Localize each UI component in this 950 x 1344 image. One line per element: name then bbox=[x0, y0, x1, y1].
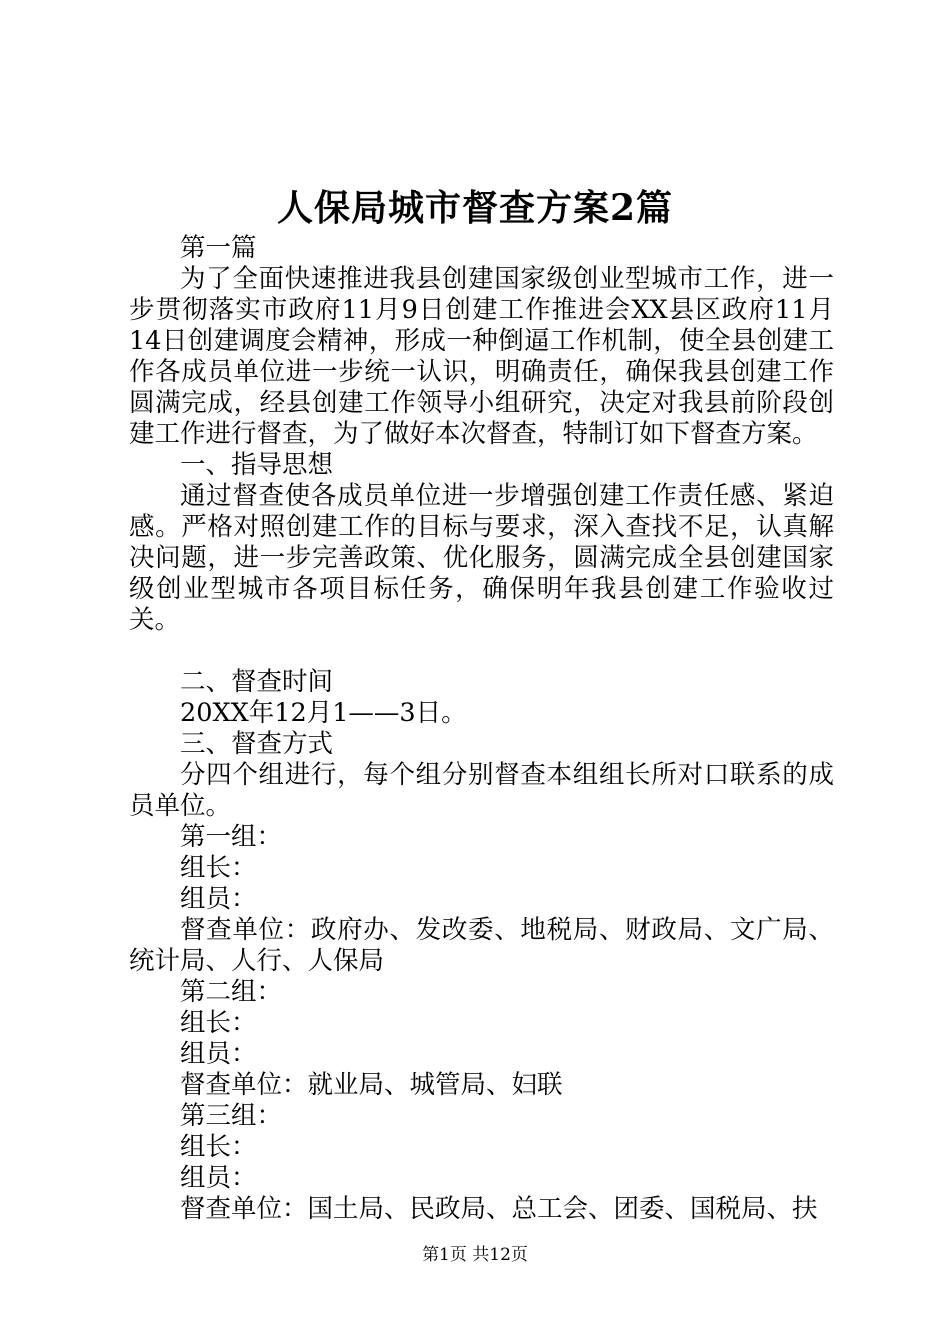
paragraph: 为了全面快速推进我县创建国家级创业型城市工作，进一步贯彻落实市政府11月9日创建工作推进会XX县区政府11月14日创建调度会精神，形成一种倒逼工作机制，使全县创建工作各成员单位进一步统一认识，明确责任，确保我县创建工作圆满完成，经县创建工作领导小组研究，决定对我县前阶段创建工作进行督查，为了做好本次督查，特制订如下督查方案。 bbox=[129, 264, 834, 449]
section-heading: 第一篇 bbox=[180, 233, 257, 263]
group-heading: 第二组： bbox=[180, 977, 283, 1007]
group-units: 督查单位：政府办、发改委、地税局、财政局、文广局、统计局、人行、人保局 bbox=[129, 915, 834, 976]
group-units: 督查单位：就业局、城管局、妇联 bbox=[180, 1070, 563, 1100]
group-heading: 第三组： bbox=[180, 1101, 283, 1131]
group-members: 组员： bbox=[180, 1163, 257, 1193]
document-body bbox=[129, 233, 834, 1225]
page-footer: 第1页 共12页 bbox=[422, 1245, 528, 1265]
group-heading: 第一组： bbox=[180, 822, 283, 852]
document-title: 人保局城市督查方案2篇 bbox=[276, 187, 674, 229]
group-members: 组员： bbox=[180, 1039, 257, 1069]
group-leader: 组长： bbox=[180, 853, 257, 883]
paragraph: 20XX年12月1——3日。 bbox=[180, 698, 467, 728]
group-units: 督查单位：国土局、民政局、总工会、团委、国税局、扶 bbox=[180, 1194, 818, 1224]
group-leader: 组长： bbox=[180, 1132, 257, 1162]
section-heading: 二、督查时间 bbox=[180, 667, 334, 697]
section-heading: 三、督查方式 bbox=[180, 729, 334, 759]
group-leader: 组长： bbox=[180, 1008, 257, 1038]
section-heading: 一、指导思想 bbox=[180, 450, 334, 480]
group-members: 组员： bbox=[180, 884, 257, 914]
paragraph: 分四个组进行，每个组分别督查本组组长所对口联系的成员单位。 bbox=[129, 760, 834, 821]
paragraph: 通过督查使各成员单位进一步增强创建工作责任感、紧迫感。严格对照创建工作的目标与要求，深入查找不足，认真解决问题，进一步完善政策、优化服务，圆满完成全县创建国家级创业型城市各项目标任务，确保明年我县创建工作验收过关。 bbox=[129, 481, 834, 635]
